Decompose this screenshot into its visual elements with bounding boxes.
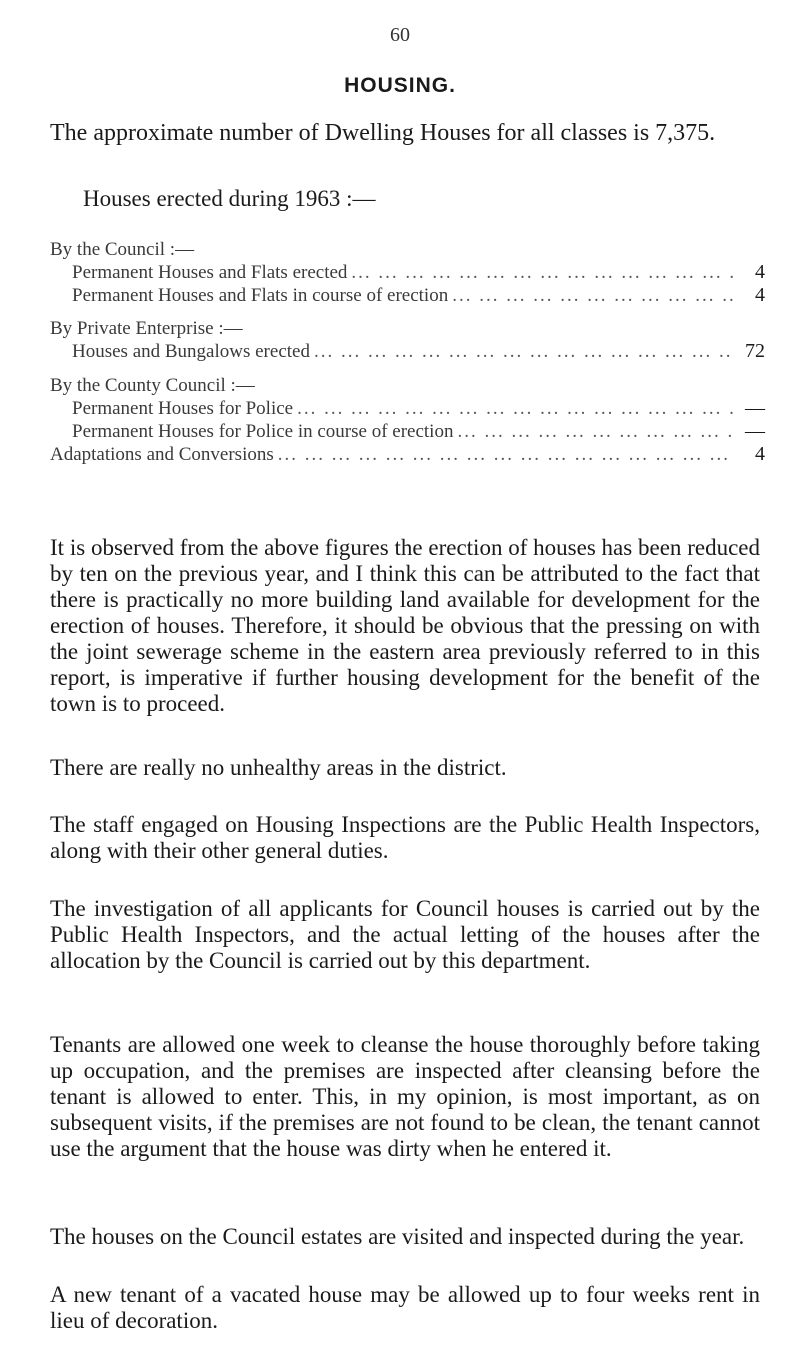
table-row [50, 284, 765, 307]
dot-leader [310, 340, 733, 363]
dot-leader [274, 443, 733, 466]
dot-leader [347, 261, 733, 284]
body-paragraph: Tenants are allowed one week to cleanse the house thoroughly before taking up occupation, and the premises are inspected after cleansing before the tenant is allowed to enter. This, in my opinion, is most important, as on subsequent visits, if the premises are not found to be clean, the tenant cannot use the argument that the house was dirty when he entered it. [50, 1032, 760, 1161]
table-row [50, 261, 765, 284]
table-row [50, 340, 765, 363]
dot-leader [448, 284, 733, 307]
erected-heading: Houses erected during 1963 :— [83, 186, 376, 211]
private-enterprise-group [50, 317, 765, 363]
row-value: 4 [755, 284, 765, 306]
row-value: — [745, 397, 765, 419]
dot-leader [293, 397, 733, 420]
row-value: 4 [755, 261, 765, 283]
group-heading: By the County Council :— [50, 375, 255, 396]
intro-paragraph: The approximate number of Dwelling Houses for all classes is 7,375. [50, 120, 716, 146]
body-paragraph: The houses on the Council estates are visited and inspected during the year. [50, 1224, 745, 1249]
row-label: Adaptations and Conversions [50, 444, 274, 465]
row-value: 72 [745, 340, 765, 362]
county-council-group [50, 374, 765, 466]
row-label: Permanent Houses for Police [72, 398, 294, 419]
body-paragraph: A new tenant of a vacated house may be allowed up to four weeks rent in lieu of decoration. [50, 1282, 760, 1333]
body-paragraph: The investigation of all applicants for Council houses is carried out by the Public Health Inspectors, and the actual letting of the houses after the allocation by the Council is carried out by this department. [50, 896, 760, 973]
row-label: Permanent Houses and Flats erected [72, 262, 348, 283]
group-heading: By the Council :— [50, 239, 195, 260]
body-paragraph: The staff engaged on Housing Inspections are the Public Health Inspectors, along with their other general duties. [50, 812, 760, 863]
row-label: Permanent Houses for Police in course of erection [72, 421, 454, 442]
group-heading: By Private Enterprise :— [50, 318, 243, 339]
section-heading: HOUSING. [344, 74, 456, 97]
body-paragraph: There are really no unhealthy areas in the district. [50, 755, 507, 780]
dot-leader [453, 420, 733, 443]
table-row [50, 443, 765, 466]
page-number: 60 [390, 24, 410, 46]
table-row [50, 420, 765, 443]
council-group [50, 238, 765, 307]
row-label: Permanent Houses and Flats in course of erection [72, 285, 449, 306]
row-label: Houses and Bungalows erected [72, 341, 310, 362]
table-row [50, 397, 765, 420]
row-value: — [745, 420, 765, 442]
body-paragraph: It is observed from the above figures the erection of houses has been reduced by ten on the previous year, and I think this can be attributed to the fact that there is practically no more building land available for development for the erection of houses. Therefore, it should be obvious that the pressing on with the joint sewerage scheme in the eastern area previously referred to in this report, is imperative if further housing development for the benefit of the town is to proceed. [50, 535, 760, 716]
row-value: 4 [755, 443, 765, 465]
